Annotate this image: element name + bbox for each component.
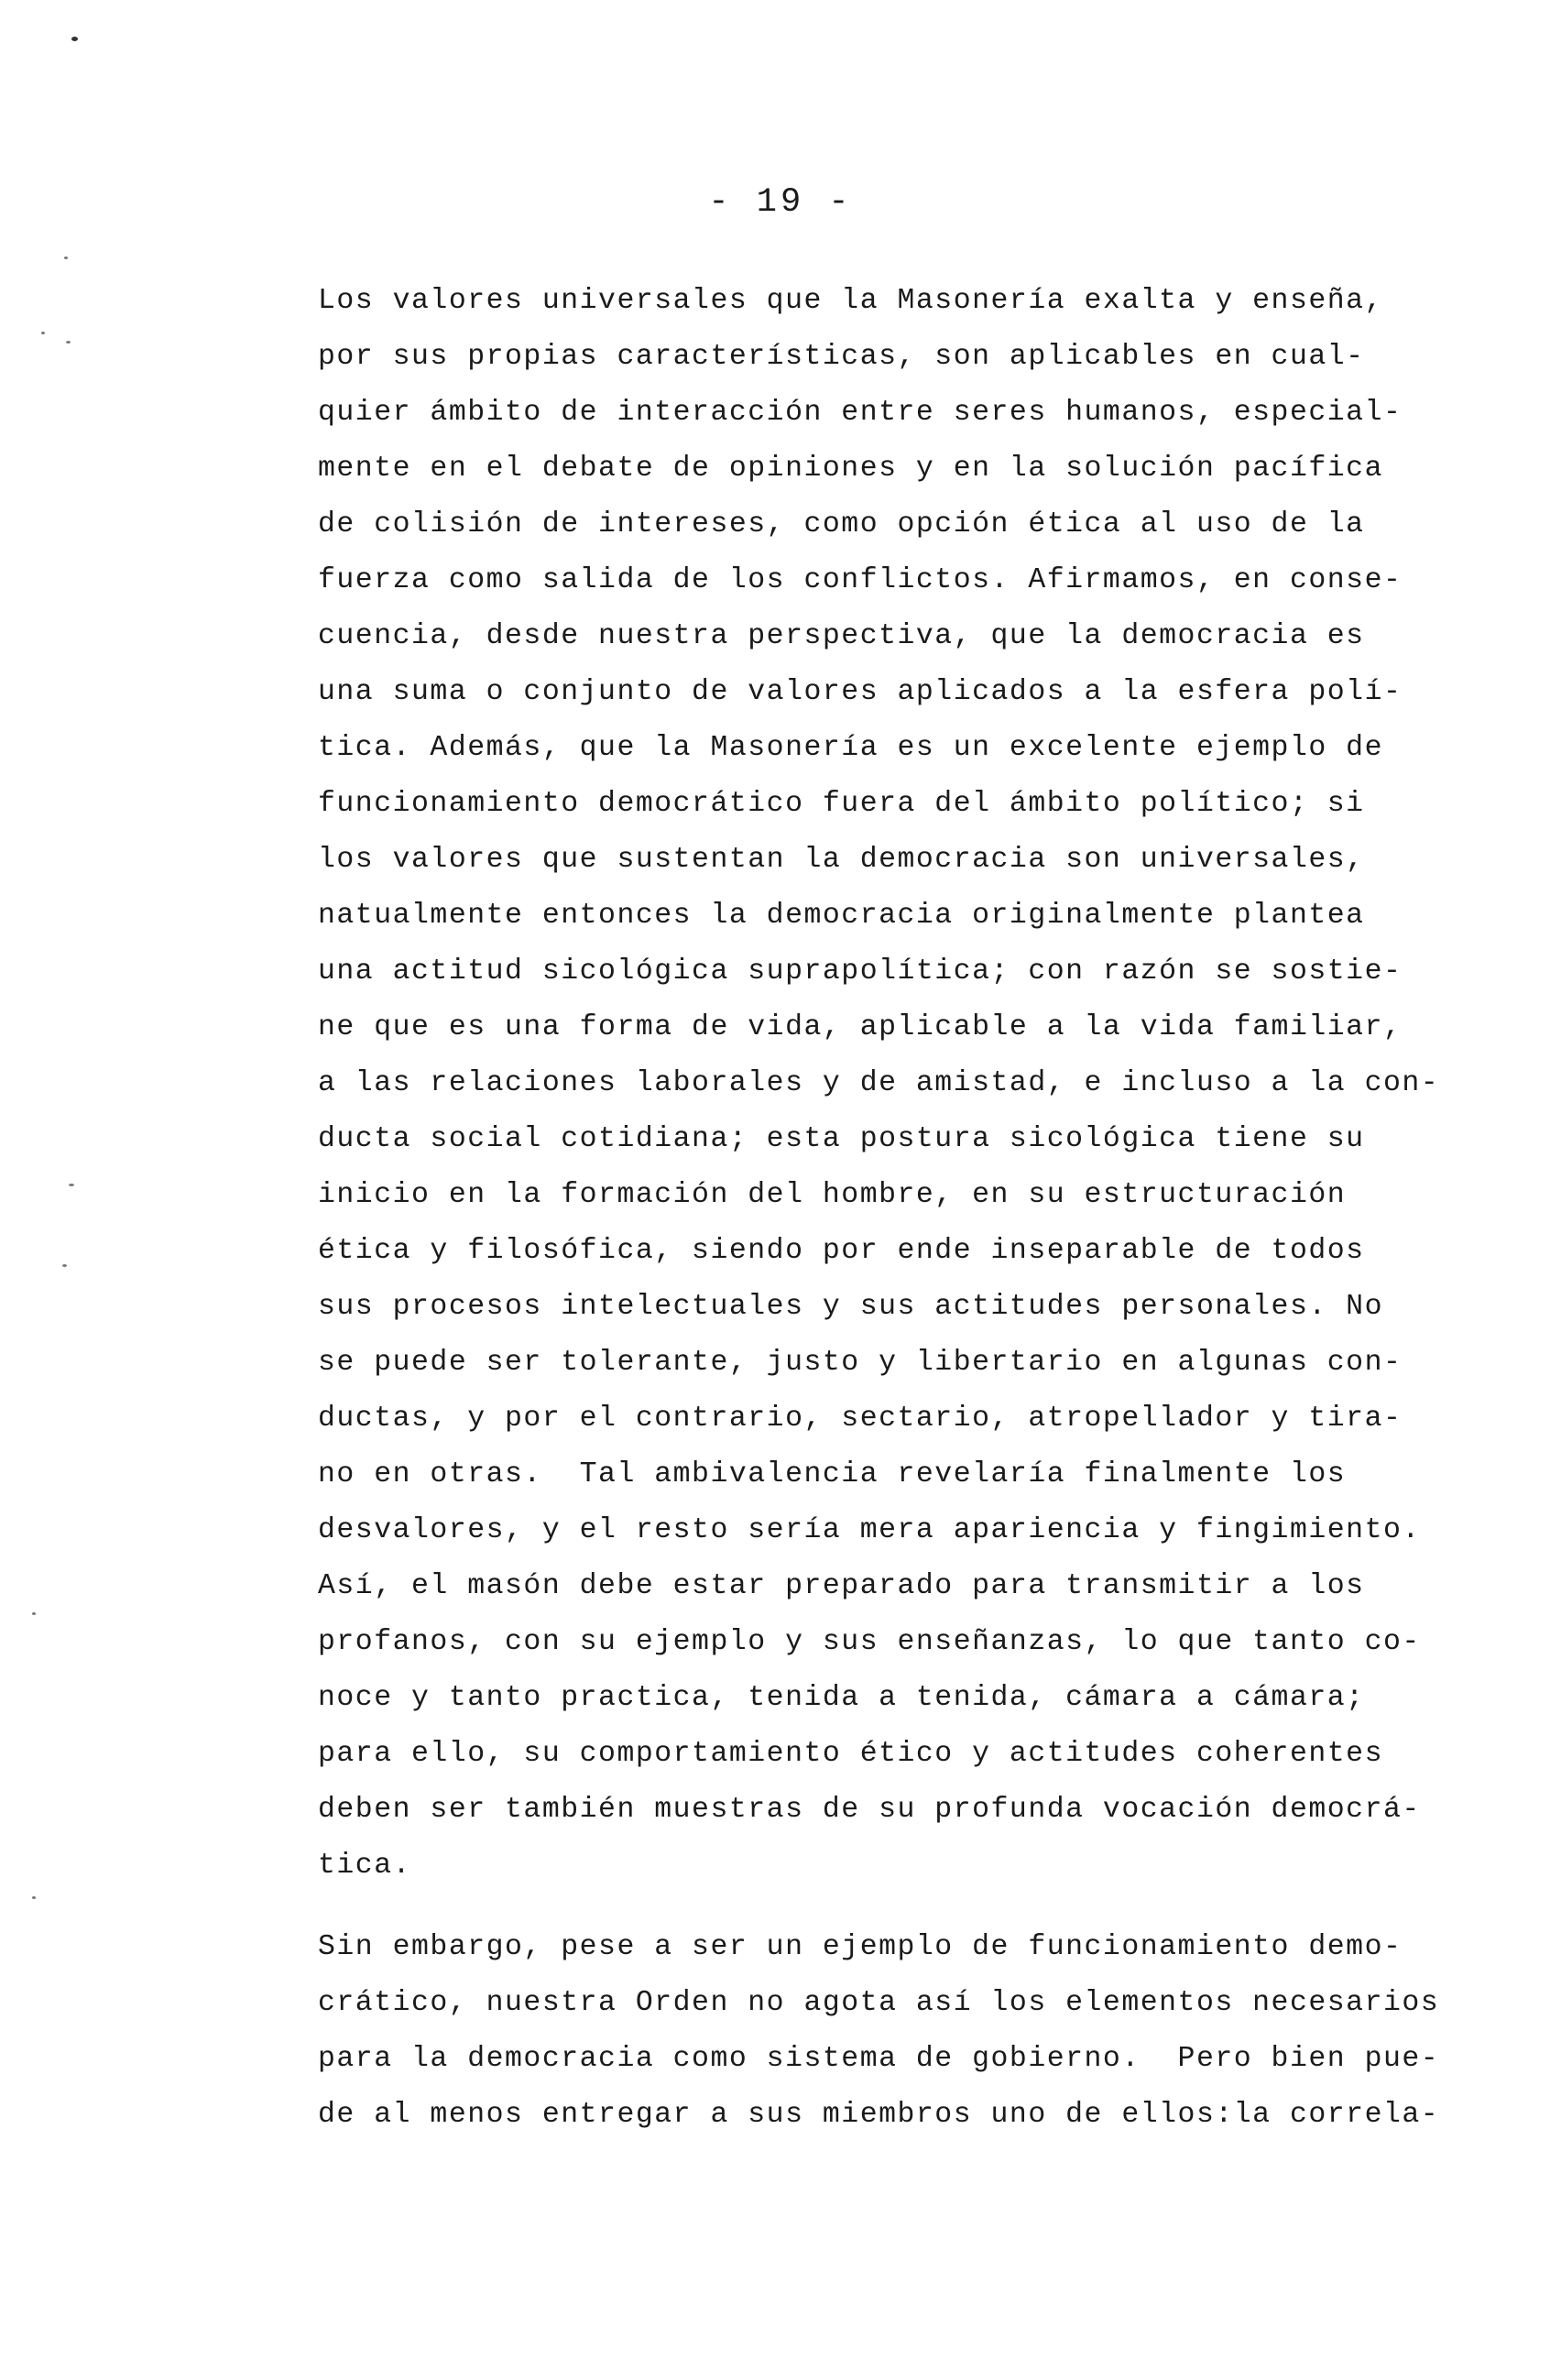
text-line: una suma o conjunto de valores aplicados a la esfera polí- [318,676,1403,708]
text-line: crático, nuestra Orden no agota así los elementos necesarios [318,1987,1440,2019]
page-number: - 19 - [708,183,853,222]
text-line: para ello, su comportamiento ético y actitudes coherentes [318,1738,1383,1770]
text-line: cuencia, desde nuestra perspectiva, que la democracia es [318,620,1365,652]
text-line: ductas, y por el contrario, sectario, atropellador y tira- [318,1403,1403,1435]
text-line: de colisión de intereses, como opción ética al uso de la [318,508,1365,540]
text-line: Así, el masón debe estar preparado para transmitir a los [318,1570,1365,1602]
scan-speck [66,341,71,344]
scan-speck [69,1184,74,1186]
text-line: sus procesos intelectuales y sus actitudes personales. No [318,1291,1383,1323]
scan-speck [64,257,68,259]
scan-speck [32,1612,36,1615]
text-line: para la democracia como sistema de gobierno. Pero bien pue- [318,2043,1440,2075]
text-line: una actitud sicológica suprapolítica; con razón se sostie- [318,955,1403,988]
paragraph-2 [318,1919,1454,2143]
text-line: quier ámbito de interacción entre seres humanos, especial- [318,397,1403,429]
scan-speck [41,332,45,334]
text-line: funcionamiento democrático fuera del ámbito político; si [318,788,1365,820]
scan-speck [71,37,78,41]
scan-speck [32,1896,36,1899]
text-line: deben ser también muestras de su profunda vocación democrá- [318,1794,1421,1826]
paragraph-1 [318,273,1454,1894]
text-line: mente en el debate de opiniones y en la solución pacífica [318,453,1383,485]
text-line: profanos, con su ejemplo y sus enseñanzas, lo que tanto co- [318,1626,1421,1658]
text-line: los valores que sustentan la democracia son universales, [318,844,1365,876]
text-line: tica. [318,1850,412,1882]
text-line: por sus propias características, son aplicables en cual- [318,341,1365,373]
text-line: inicio en la formación del hombre, en su estructuración [318,1179,1347,1211]
text-line: noce y tanto practica, tenida a tenida, cámara a cámara; [318,1682,1365,1714]
text-line: tica. Además, que la Masonería es un excelente ejemplo de [318,732,1383,764]
text-line: se puede ser tolerante, justo y libertario en algunas con- [318,1347,1403,1379]
text-line: desvalores, y el resto sería mera apariencia y fingimiento. [318,1514,1421,1546]
text-line: natualmente entonces la democracia originalmente plantea [318,900,1365,932]
text-line: a las relaciones laborales y de amistad, e incluso a la con- [318,1067,1440,1099]
text-line: fuerza como salida de los conflictos. Afirmamos, en conse- [318,564,1403,596]
text-line: no en otras. Tal ambivalencia revelaría finalmente los [318,1458,1347,1490]
scan-speck [62,1264,67,1267]
text-line: ética y filosófica, siendo por ende inseparable de todos [318,1235,1365,1267]
text-line: Los valores universales que la Masonería exalta y enseña, [318,285,1383,317]
text-line: de al menos entregar a sus miembros uno de ellos:la correla- [318,2099,1440,2131]
text-line: Sin embargo, pese a ser un ejemplo de funcionamiento demo- [318,1931,1403,1963]
text-line: ne que es una forma de vida, aplicable a la vida familiar, [318,1011,1403,1043]
text-line: ducta social cotidiana; esta postura sicológica tiene su [318,1123,1365,1155]
